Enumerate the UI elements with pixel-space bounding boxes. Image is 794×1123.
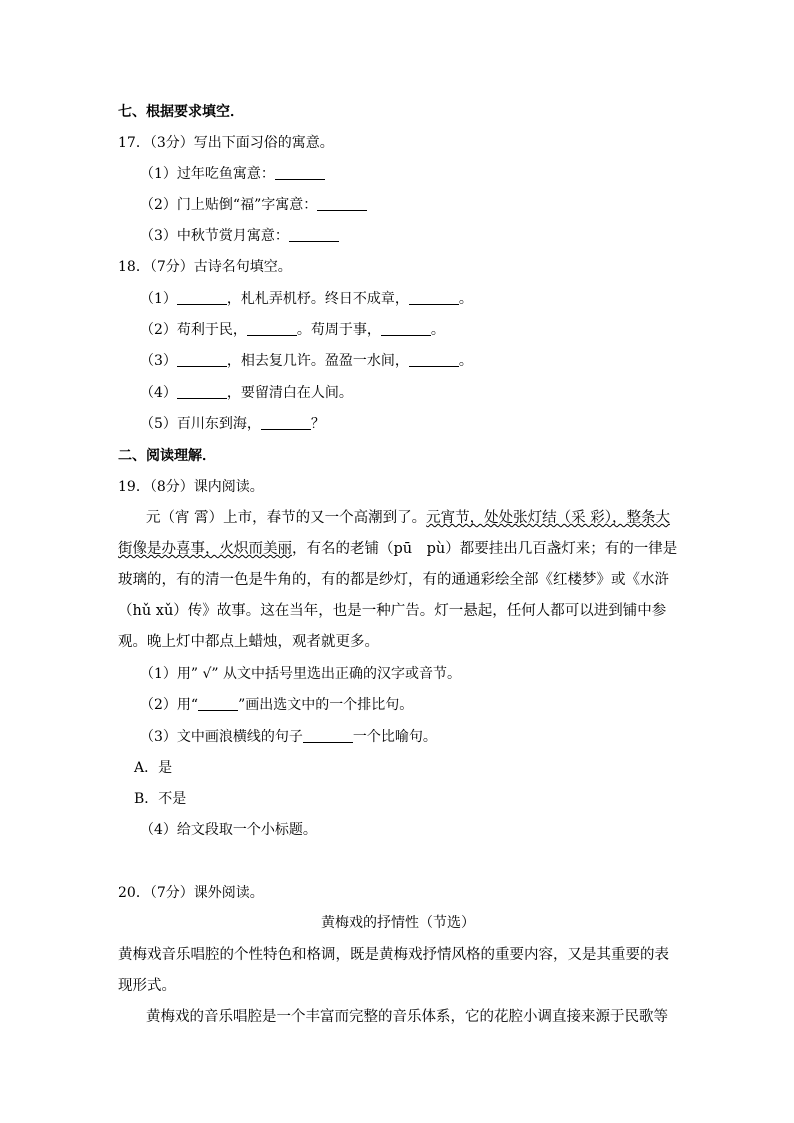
q19-sub-3-text: （3）文中画浪横线的句子 (140, 729, 303, 745)
q18-item-5-end: ？ (310, 416, 325, 432)
q18-item-3-end: 。 (458, 353, 473, 369)
q18-item-3 (140, 351, 473, 371)
q18-item-1-text: ，札札弄机杼。终日不成章， (226, 291, 409, 307)
q19-sub-2-text: （2）用“ (140, 697, 199, 713)
q19-sub-2-text: ”画出选文中的一个排比句。 (238, 697, 414, 713)
answer-blank[interactable] (303, 728, 353, 743)
q17-item-2-text: （2）门上贴倒“福”字寓意： (140, 197, 318, 213)
q19-sub-4: （4）给文段取一个小标题。 (140, 822, 317, 838)
passage-title: 黄梅戏的抒情性（节选） (321, 915, 475, 931)
q19-sub-1: （1）用” √” 从文中括号里选出正确的汉字或音节。 (140, 666, 462, 682)
section-title: 七、根据要求填空． (118, 104, 244, 120)
passage-text: ，有名的老铺（pū pù）都要挂出几百盏灯来；有的一律是玻璃的，有的清一色是牛角的，有的都是纱灯，有的通通彩绘全部《红楼梦》或《水浒（hǔ xǔ）传》故事。这在当年，也是一种广告。灯一悬起，任何人都可以进到铺中参观。晚上灯中都点上蜡烛，观者就更多。 (118, 541, 678, 650)
q19-sub-2 (140, 695, 413, 715)
question-19-stem: 19．（8分）课内阅读。 (118, 479, 264, 495)
q17-item-3-text: （3）中秋节赏月寓意： (140, 228, 289, 244)
section-title: 二、阅读理解． (118, 448, 216, 464)
option-a[interactable]: A．是 (134, 760, 173, 776)
q20-paragraph-1: 黄梅戏音乐唱腔的个性特色和格调，既是黄梅戏抒情风格的重要内容，又是其重要的表现形式。 (118, 947, 669, 994)
q18-item-4 (140, 383, 353, 403)
q18-item-1-end: 。 (458, 291, 473, 307)
q18-item-4-label: （4） (140, 385, 177, 401)
q19-sub-3-text: 一个比喻句。 (352, 729, 437, 745)
answer-blank[interactable] (177, 290, 227, 305)
q19-sub-3 (140, 727, 437, 747)
q18-item-2-text: 。苟周于事， (296, 322, 381, 338)
question-20-stem: 20．（7分）课外阅读。 (118, 885, 264, 901)
question-17-stem: 17．（3分）写出下面习俗的寓意。 (118, 135, 334, 151)
q18-item-4-text: ，要留清白在人间。 (226, 385, 353, 401)
answer-blank[interactable] (317, 196, 367, 211)
q17-item-3 (140, 226, 339, 246)
answer-blank[interactable] (247, 321, 297, 336)
question-18-stem: 18．（7分）古诗名句填空。 (118, 259, 292, 275)
answer-blank[interactable] (381, 321, 431, 336)
q18-item-2-label: （2）苟利于民， (140, 322, 247, 338)
underline-mark (198, 696, 238, 711)
option-b[interactable]: B．不是 (134, 791, 187, 807)
answer-blank[interactable] (409, 290, 459, 305)
q18-item-5 (140, 414, 325, 434)
q18-item-2-end: 。 (430, 322, 445, 338)
q18-item-3-text: ，相去复几许。盈盈一水间， (226, 353, 409, 369)
answer-blank[interactable] (275, 165, 325, 180)
q18-item-3-label: （3） (140, 353, 177, 369)
q20-paragraph-2: 黄梅戏的音乐唱腔是一个丰富而完整的音乐体系，它的花腔小调直接来源于民歌等 (146, 1009, 668, 1025)
answer-blank[interactable] (289, 227, 339, 242)
passage-text: 元（宵 霄）上市，春节的又一个高潮到了。 (146, 510, 427, 526)
answer-blank[interactable] (261, 415, 311, 430)
answer-blank[interactable] (177, 352, 227, 367)
q18-item-1-label: （1） (140, 291, 177, 307)
answer-blank[interactable] (177, 384, 227, 399)
q18-item-5-text: （5）百川东到海， (140, 416, 261, 432)
q17-item-1-text: （1）过年吃鱼寓意： (140, 166, 275, 182)
q18-item-2 (140, 320, 445, 340)
q18-item-1 (140, 289, 473, 309)
answer-blank[interactable] (409, 352, 459, 367)
q17-item-2 (140, 195, 367, 215)
wavy-underlined-sentence: 元宵节，处处张灯结（采 彩），整条大街像是办喜事，火炽而美丽 (118, 510, 670, 557)
q17-item-1 (140, 164, 325, 184)
q19-passage (118, 503, 678, 658)
